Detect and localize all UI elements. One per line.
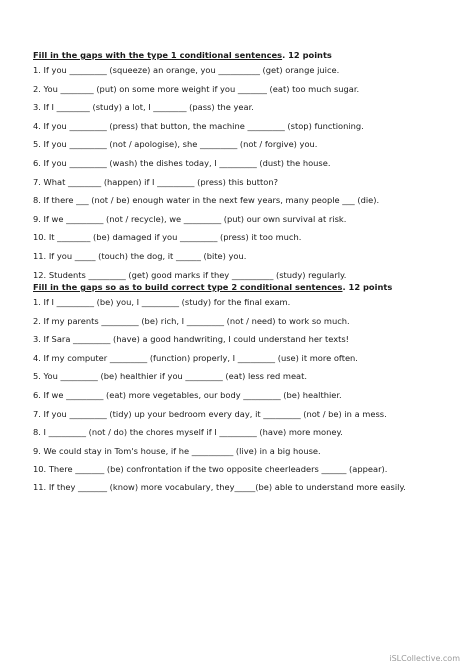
type1-exercise-heading bbox=[33, 49, 448, 64]
exercise-sentence: 5. You _________ (be) healthier if you _________ (eat) less red meat. bbox=[33, 371, 308, 382]
exercise-sentence: 9. If we _________ (not / recycle), we _________ (put) our own survival at risk. bbox=[33, 213, 347, 224]
exercise-sentence: 2. You ________ (put) on some more weight if you _______ (eat) too much sugar. bbox=[33, 83, 360, 94]
exercise-sentence: 11. If they _______ (know) more vocabulary, they_____(be) able to understand more easily. bbox=[33, 482, 406, 493]
exercise-sentence: 7. If you _________ (tidy) up your bedroom every day, it _________ (not / be) in a mess. bbox=[33, 408, 387, 419]
exercise-sentence: 10. There _______ (be) confrontation if the two opposite cheerleaders ______ (appear). bbox=[33, 464, 388, 475]
exercise-sentence: 4. If you _________ (press) that button, the machine _________ (stop) functioning. bbox=[33, 120, 364, 131]
exercise-sentence: 8. If there ___ (not / be) enough water in the next few years, many people ___ (die). bbox=[33, 195, 380, 206]
exercise-sentence: 1. If you _________ (squeeze) an orange, you __________ (get) orange juice. bbox=[33, 65, 340, 75]
exercise-sentence: 3. If Sara _________ (have) a good handwriting, I could understand her texts! bbox=[33, 334, 350, 345]
type1-exercise-section bbox=[33, 49, 448, 287]
exercise-sentence: 11. If you _____ (touch) the dog, it ______ (bite) you. bbox=[33, 250, 247, 261]
type2-exercise-heading bbox=[33, 281, 448, 296]
exercise-sentence: 8. I _________ (not / do) the chores myself if I _________ (have) more money. bbox=[33, 427, 343, 438]
exercise-sentence: 9. We could stay in Tom's house, if he __________ (live) in a big house. bbox=[33, 445, 321, 456]
type2-heading-points: . 12 points bbox=[342, 282, 393, 292]
exercise-sentence: 4. If my computer _________ (function) properly, I _________ (use) it more often. bbox=[33, 352, 358, 363]
site-watermark: iSLCollective.com bbox=[389, 654, 460, 663]
type2-heading-text: Fill in the gaps so as to build correct type 2 conditional sentences bbox=[33, 282, 343, 292]
exercise-sentence: 1. If I _________ (be) you, I _________ (study) for the final exam. bbox=[33, 297, 291, 307]
exercise-sentence: 12. Students _________ (get) good marks if they __________ (study) regularly. bbox=[33, 269, 347, 280]
type1-heading-text: Fill in the gaps with the type 1 conditional sentences bbox=[33, 50, 283, 60]
type1-heading-points: . 12 points bbox=[282, 50, 332, 60]
exercise-sentence: 6. If you _________ (wash) the dishes today, I _________ (dust) the house. bbox=[33, 157, 331, 168]
exercise-sentence: 2. If my parents _________ (be) rich, I _________ (not / need) to work so much. bbox=[33, 315, 350, 326]
exercise-sentence: 7. What ________ (happen) if I _________ (press) this button? bbox=[33, 176, 278, 187]
exercise-sentence: 5. If you _________ (not / apologise), she _________ (not / forgive) you. bbox=[33, 139, 318, 150]
exercise-sentence: 6. If we _________ (eat) more vegetables, our body _________ (be) healthier. bbox=[33, 389, 342, 400]
exercise-sentence: 10. It ________ (be) damaged if you _________ (press) it too much. bbox=[33, 232, 302, 243]
type2-exercise-section bbox=[33, 281, 448, 499]
exercise-sentence: 3. If I ________ (study) a lot, I ________ (pass) the year. bbox=[33, 102, 254, 113]
